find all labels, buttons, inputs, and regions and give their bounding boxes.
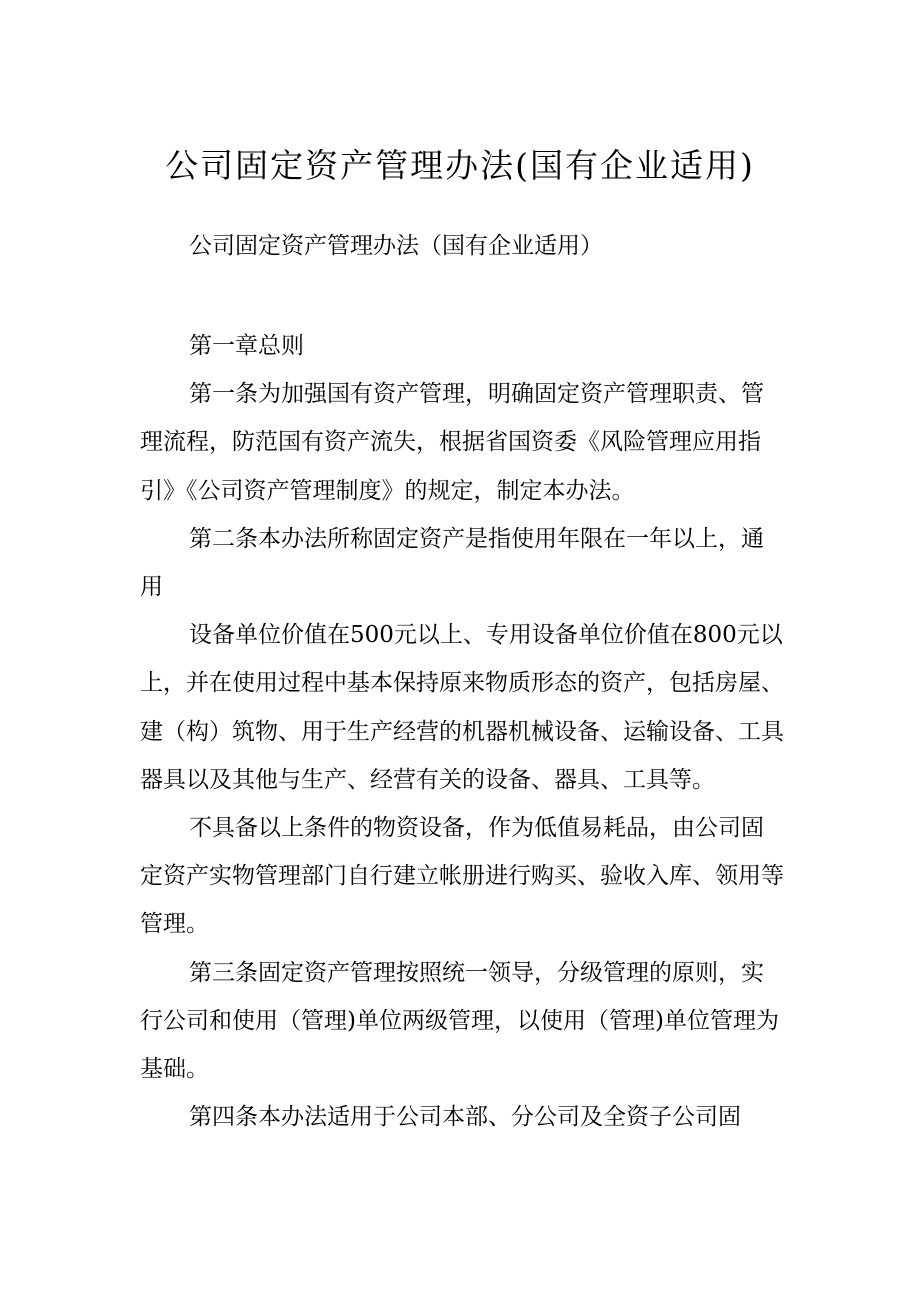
document-body [140, 322, 785, 1141]
article-paragraph: 第二条本办法所称固定资产是指使用年限在一年以上，通用 [140, 525, 764, 601]
article-paragraph: 第一条为加强国有资产管理，明确固定资产管理职责、管理流程，防范国有资产流失，根据省国资委《风险管理应用指引》《公司资产管理制度》的规定，制定本办法。 [140, 381, 764, 504]
chapter-heading: 第一章总则 [189, 333, 304, 359]
article-paragraph: 第四条本办法适用于公司本部、分公司及全资子公司固 [189, 1104, 741, 1131]
article-paragraph: 不具备以上条件的物资设备，作为低值易耗品，由公司固定资产实物管理部门自行建立帐册进行购买、验收入库、领用等管理。 [140, 815, 784, 938]
document-title: 公司固定资产管理办法(国有企业适用) [165, 146, 755, 185]
article-paragraph: 第三条固定资产管理按照统一领导，分级管理的原则，实行公司和使用（管理)单位两级管理，以使用（管理)单位管理为基础。 [140, 959, 779, 1083]
document-subtitle: 公司固定资产管理办法（国有企业适用） [189, 233, 603, 259]
article-paragraph: 设备单位价值在500元以上、专用设备单位价值在800元以上，并在使用过程中基本保持原来物质形态的资产，包括房屋、建（构）筑物、用于生产经营的机器机械设备、运输设备、工具器具以及其他与生产、经营有关的设备、器具、工具等。 [140, 622, 784, 793]
